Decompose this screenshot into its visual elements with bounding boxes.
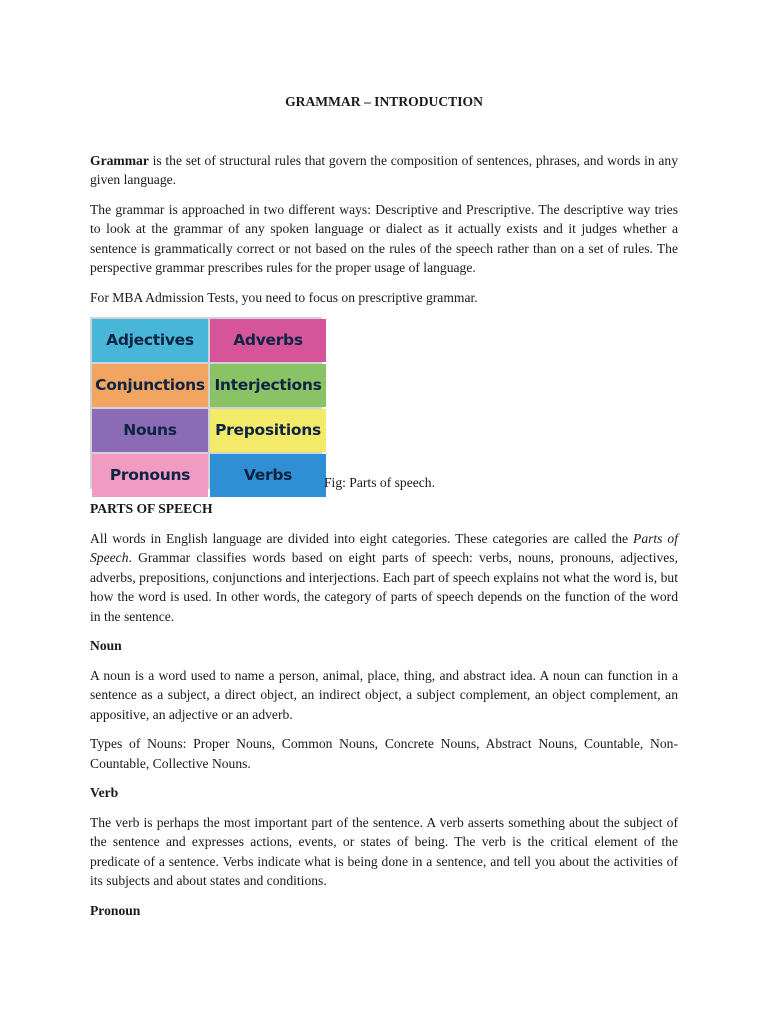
grammar-approaches-paragraph: The grammar is approached in two different ways: Descriptive and Prescriptive. The descriptive way tries to look at the grammar of any spoken language or dialect as it actually exists and it judges whether a sentence is grammatically correct or not based on the rules of the speech rather than on a set of rules. The perspective grammar prescribes rules for the proper usage of language. bbox=[90, 201, 678, 275]
pos-tile-adverbs: Adverbs bbox=[210, 319, 326, 362]
verb-definition-paragraph: The verb is perhaps the most important part of the sentence. A verb asserts something about the subject of the sentence and expresses actions, events, or states of being. The verb is the critical element of the predicate of a sentence. Verbs indicate what is being done in a sentence, and tell you about the activities of its subjects and about states and conditions. bbox=[90, 814, 678, 888]
pos-text-before: All words in English language are divided into eight categories. These categories are called the bbox=[90, 530, 634, 546]
parts-of-speech-image bbox=[90, 317, 322, 489]
mba-note-paragraph: For MBA Admission Tests, you need to focus on prescriptive grammar. bbox=[90, 289, 478, 305]
pos-italic-term: Parts of Speech bbox=[90, 530, 678, 565]
pos-tile-conjunctions: Conjunctions bbox=[92, 364, 208, 407]
noun-types-paragraph: Types of Nouns: Proper Nouns, Common Nouns, Concrete Nouns, Abstract Nouns, Countable, Non-Countable, Collective Nouns. bbox=[90, 736, 678, 771]
pos-tile-nouns: Nouns bbox=[92, 409, 208, 452]
pos-tile-pronouns: Pronouns bbox=[92, 454, 208, 497]
document-body bbox=[90, 92, 678, 930]
pos-text-after: . Grammar classifies words based on eight parts of speech: verbs, nouns, pronouns, adjectives, adverbs, prepositions, conjunctions and interjections. Each part of speech explains not what the word is, but how the word is used. In other words, the category of parts of speech depends on the function of the word in the sentence. bbox=[90, 550, 678, 624]
grammar-term: Grammar bbox=[90, 152, 149, 168]
grammar-definition-text: is the set of structural rules that govern the composition of sentences, phrases, and words in any given language. bbox=[90, 152, 678, 187]
pos-tile-prepositions: Prepositions bbox=[210, 409, 326, 452]
pos-tile-adjectives: Adjectives bbox=[92, 319, 208, 362]
figure-caption: Fig: Parts of speech. bbox=[324, 474, 436, 490]
grammar-definition bbox=[90, 151, 678, 190]
page-title: GRAMMAR – INTRODUCTION bbox=[285, 94, 483, 109]
verb-heading: Verb bbox=[90, 785, 119, 800]
parts-of-speech-heading: PARTS OF SPEECH bbox=[90, 501, 213, 516]
pos-tile-verbs: Verbs bbox=[210, 454, 326, 497]
parts-of-speech-figure bbox=[90, 317, 678, 489]
pos-tile-interjections: Interjections bbox=[210, 364, 326, 407]
pronoun-heading: Pronoun bbox=[90, 902, 141, 918]
noun-heading: Noun bbox=[90, 638, 122, 653]
parts-of-speech-paragraph bbox=[90, 529, 678, 627]
noun-definition-paragraph: A noun is a word used to name a person, animal, place, thing, and abstract idea. A noun can function in a sentence as a subject, a direct object, an indirect object, a subject complement, an object complement, an appositive, an adjective or an adverb. bbox=[90, 667, 678, 722]
